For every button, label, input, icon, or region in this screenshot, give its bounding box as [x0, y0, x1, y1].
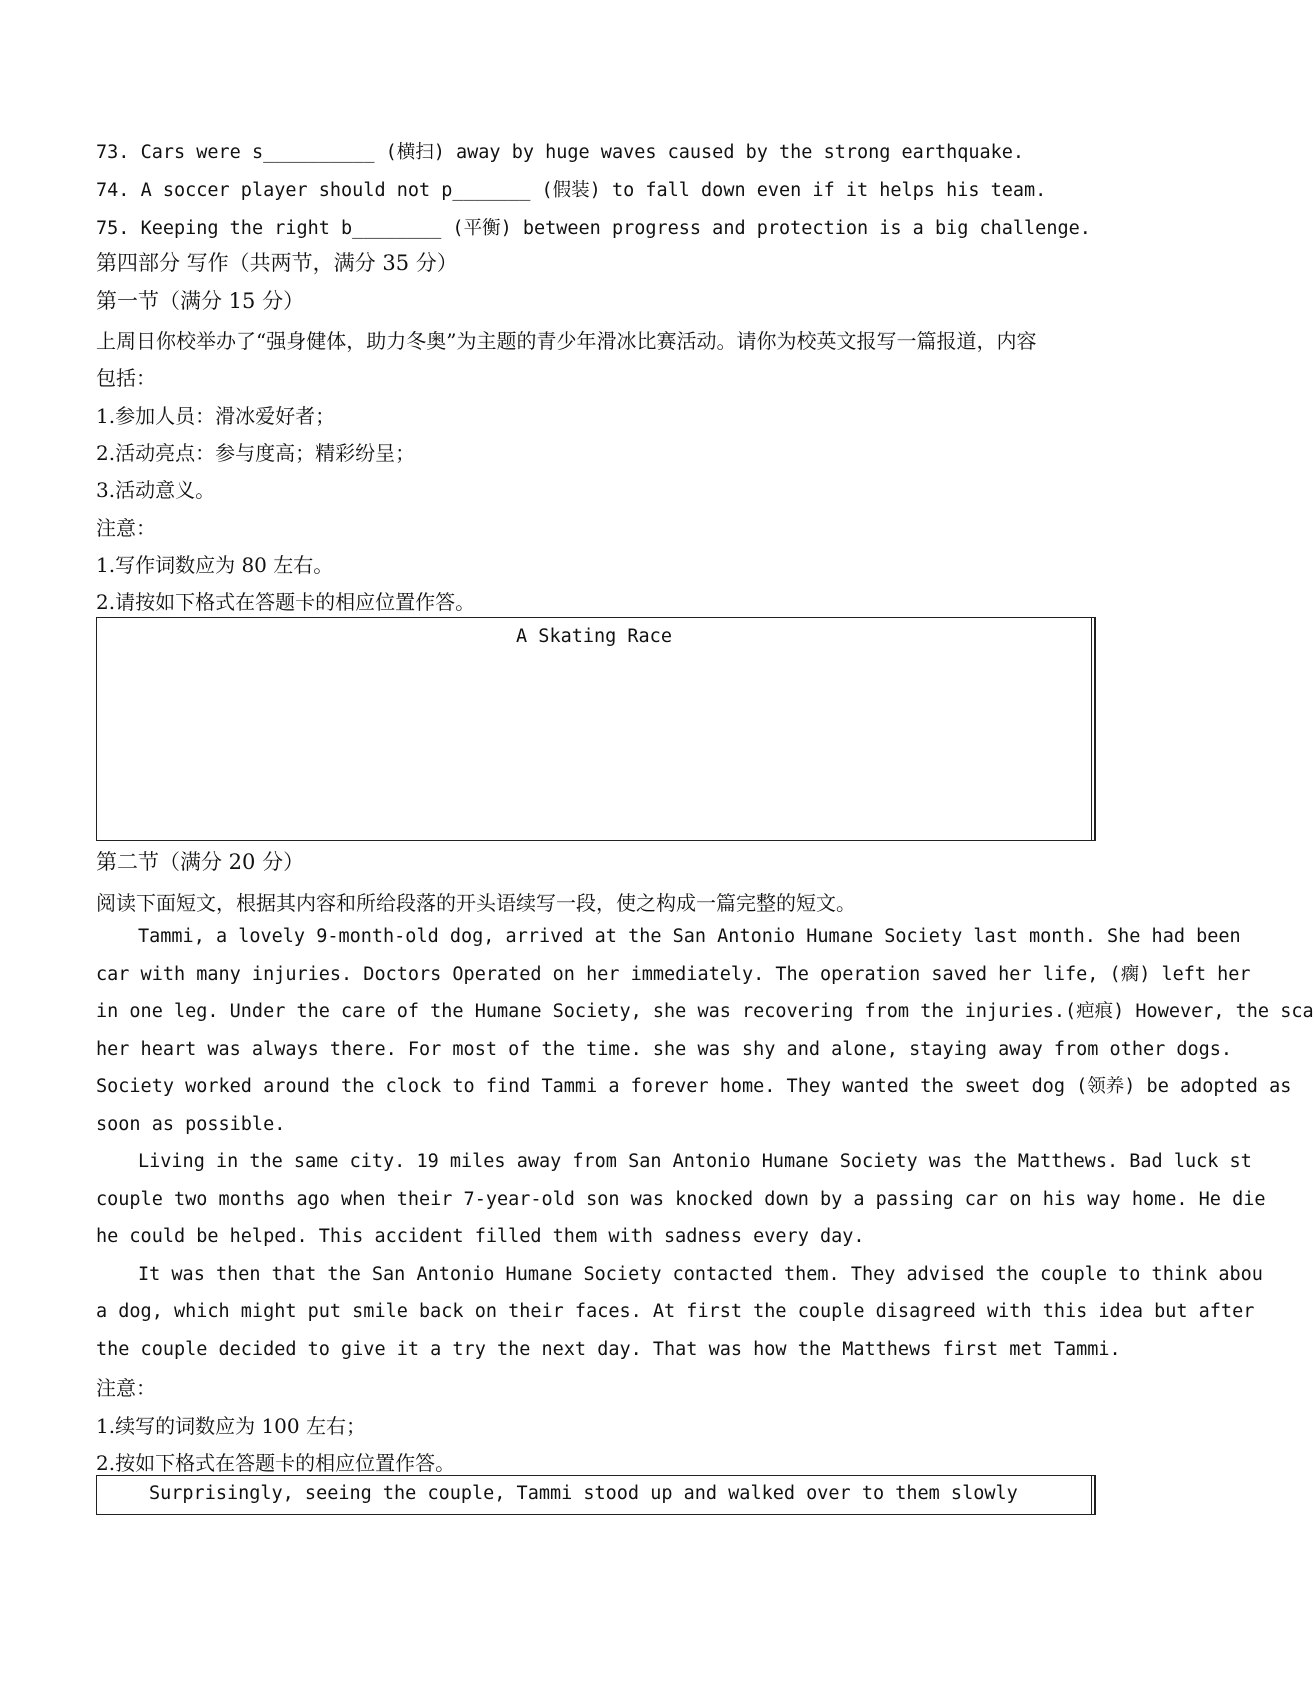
- sec1-note: 2.请按如下格式在答题卡的相应位置作答。: [96, 590, 476, 614]
- story-line: Living in the same city. 19 miles away from San Antonio Humane Society was the Matthews. Bad luck st: [138, 1151, 1252, 1172]
- story-line: soon as possible.: [96, 1113, 286, 1135]
- sec1-note-label: 注意：: [96, 516, 156, 540]
- item-number: 73.: [96, 142, 130, 163]
- story-line: in one leg. Under the care of the Humane Society, she was recovering from the injuries.(疤痕) However, the sca: [96, 1001, 1314, 1022]
- item-74: [96, 176, 1046, 202]
- story-line: It was then that the San Antonio Humane Society contacted them. They advised the couple to think abou: [138, 1263, 1263, 1285]
- story-passage: [96, 918, 1314, 1368]
- sec1-point: 2.活动亮点：参与度高；精彩纷呈；: [96, 441, 416, 465]
- story-line: her heart was always there. For most of the time. she was shy and alone, staying away from other dogs.: [96, 1038, 1233, 1060]
- item-75: [96, 214, 1091, 240]
- item-number: 74.: [96, 180, 130, 201]
- story-line: he could be helped. This accident filled them with sadness every day.: [96, 1226, 865, 1247]
- answer-box-title: A Skating Race: [516, 626, 672, 647]
- story-line: Society worked around the clock to find Tammi a forever home. They wanted the sweet dog (领养) be adopted as: [96, 1076, 1292, 1097]
- story-line: Tammi, a lovely 9-month-old dog, arrived at the San Antonio Humane Society last month. She had been: [138, 926, 1241, 947]
- sec1-point: 1.参加人员：滑冰爱好者；: [96, 404, 336, 428]
- sec1-prompt-line1: 上周日你校举办了“强身健体，助力冬奥”为主题的青少年滑冰比赛活动。请你为校英文报写一篇报道，内容: [96, 329, 1037, 353]
- part4-heading: 第四部分 写作（共两节，满分 35 分）: [96, 251, 458, 275]
- sec1-point: 3.活动意义。: [96, 478, 216, 502]
- sec2-note: 2.按如下格式在答题卡的相应位置作答。: [96, 1451, 456, 1475]
- story-line: car with many injuries. Doctors Operated on her immediately. The operation saved her life, (瘸) left her: [96, 963, 1251, 985]
- continuation-opening: Surprisingly, seeing the couple, Tammi stood up and walked over to them slowly: [149, 1483, 1018, 1504]
- item-number: 75.: [96, 218, 130, 239]
- item-text: A soccer player should not p_______ (假装) to fall down even if it helps his team.: [140, 180, 1047, 201]
- sec1-prompt-line2: 包括：: [96, 366, 156, 390]
- story-line: a dog, which might put smile back on their faces. At first the couple disagreed with this idea but after: [96, 1301, 1255, 1322]
- sec2-note: 1.续写的词数应为 100 左右；: [96, 1414, 366, 1438]
- story-line: couple two months ago when their 7-year-old son was knocked down by a passing car on his way home. He die: [96, 1188, 1266, 1210]
- answer-box-continuation: [96, 1475, 1092, 1515]
- item-73: [96, 138, 1024, 164]
- sec2-prompt: 阅读下面短文，根据其内容和所给段落的开头语续写一段，使之构成一篇完整的短文。: [96, 891, 856, 915]
- answer-box-skating: [96, 617, 1092, 841]
- sec2-note-label: 注意：: [96, 1376, 156, 1400]
- item-text: Cars were s__________ (横扫) away by huge waves caused by the strong earthquake.: [140, 142, 1025, 163]
- item-text: Keeping the right b________ (平衡) between progress and protection is a big challenge.: [140, 218, 1091, 239]
- sec1-heading: 第一节（满分 15 分）: [96, 289, 305, 313]
- story-line: the couple decided to give it a try the next day. That was how the Matthews first met Tammi.: [96, 1338, 1121, 1360]
- sec1-note: 1.写作词数应为 80 左右。: [96, 553, 334, 577]
- sec2-heading: 第二节（满分 20 分）: [96, 850, 305, 874]
